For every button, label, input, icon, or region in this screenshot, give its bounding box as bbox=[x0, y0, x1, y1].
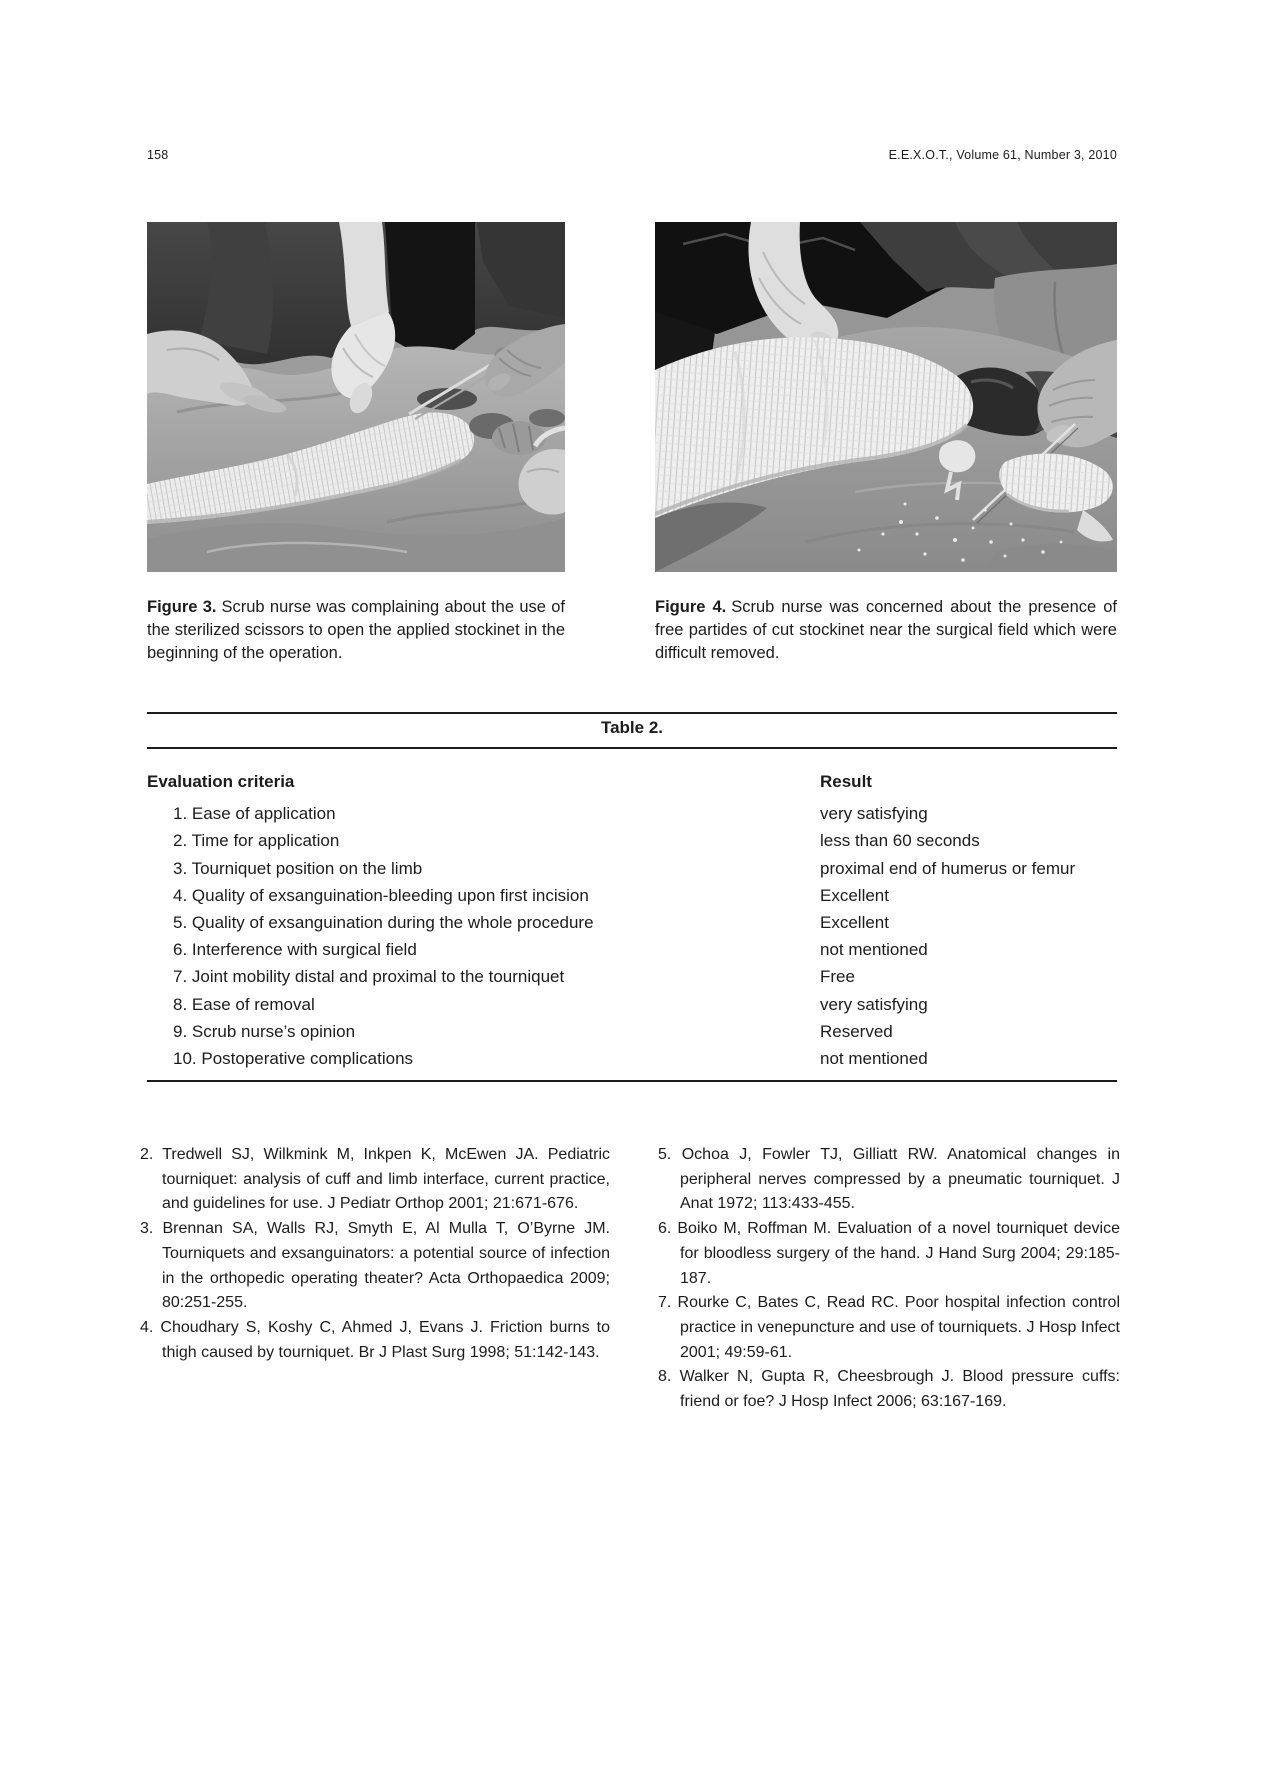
figure4-label: Figure 4. bbox=[655, 598, 727, 616]
result-cell: Excellent bbox=[820, 913, 889, 933]
result-cell: not mentioned bbox=[820, 1049, 928, 1069]
table-row bbox=[147, 936, 1117, 963]
page-header bbox=[147, 148, 1117, 162]
references-column-left bbox=[140, 1143, 610, 1365]
result-cell: less than 60 seconds bbox=[820, 831, 980, 851]
result-cell: very satisfying bbox=[820, 994, 928, 1014]
figure3-caption-text: Scrub nurse was complaining about the use of the sterilized scissors to open the applied stockinet in the beginning of the operation. bbox=[147, 598, 566, 662]
reference-item: 3. Brennan SA, Walls RJ, Smyth E, Al Mulla T, O’Byrne JM. Tourniquets and exsanguinators: a potential source of infection in the orthopedic operating theater? Acta Orthopaedica 2009; 80:251-255. bbox=[140, 1220, 610, 1312]
result-cell: Free bbox=[820, 967, 855, 987]
table-row bbox=[147, 882, 1117, 909]
table2 bbox=[147, 768, 1117, 1072]
criteria-cell: 6. Interference with surgical field bbox=[173, 940, 417, 960]
criteria-cell: 3. Tourniquet position on the limb bbox=[173, 858, 423, 878]
table-row bbox=[147, 1045, 1117, 1072]
criteria-cell: 1. Ease of application bbox=[173, 804, 336, 824]
criteria-cell: 4. Quality of exsanguination-bleeding upon first incision bbox=[173, 885, 589, 905]
reference-item: 5. Ochoa J, Fowler TJ, Gilliatt RW. Anatomical changes in peripheral nerves compressed by a pneumatic tourniquet. J Anat 1972; 113:433-455. bbox=[658, 1146, 1120, 1213]
criteria-cell: 9. Scrub nurse’s opinion bbox=[173, 1021, 356, 1041]
column-header-criteria: Evaluation criteria bbox=[147, 772, 295, 791]
result-cell: Reserved bbox=[820, 1021, 893, 1041]
page-number: 158 bbox=[147, 148, 169, 162]
criteria-cell: 5. Quality of exsanguination during the whole procedure bbox=[173, 913, 594, 933]
result-cell: Excellent bbox=[820, 885, 889, 905]
reference-item: 4. Choudhary S, Koshy C, Ahmed J, Evans J. Friction burns to thigh caused by tourniquet. Br J Plast Surg 1998; 51:142-143. bbox=[140, 1318, 610, 1361]
figures-row bbox=[147, 222, 1117, 572]
reference-item: 7. Rourke C, Bates C, Read RC. Poor hospital infection control practice in venepuncture and use of tourniquets. J Hosp Infect 2001; 49:59-61. bbox=[658, 1294, 1120, 1361]
figure4-caption-text: Scrub nurse was concerned about the presence of free partides of cut stockinet near the surgical field which were difficult removed. bbox=[655, 598, 1117, 662]
reference-item: 6. Boiko M, Roffman M. Evaluation of a novel tourniquet device for bloodless surgery of the hand. J Hand Surg 2004; 29:185-187. bbox=[658, 1220, 1120, 1287]
table-bottom-rule bbox=[147, 1080, 1117, 1082]
table-top-rule bbox=[147, 712, 1117, 714]
table-row bbox=[147, 991, 1117, 1018]
captions-row bbox=[147, 596, 1117, 665]
figure4-caption bbox=[655, 596, 1117, 665]
journal-reference: E.E.X.O.T., Volume 61, Number 3, 2010 bbox=[888, 148, 1117, 162]
figure4-photo bbox=[655, 222, 1117, 572]
figure3-label: Figure 3. bbox=[147, 598, 217, 616]
result-cell: very satisfying bbox=[820, 804, 928, 824]
result-cell: proximal end of humerus or femur bbox=[820, 858, 1076, 878]
table-row bbox=[147, 800, 1117, 827]
table-row bbox=[147, 963, 1117, 990]
column-header-result: Result bbox=[820, 772, 872, 791]
reference-item: 2. Tredwell SJ, Wilkmink M, Inkpen K, McEwen JA. Pediatric tourniquet: analysis of cuff and limb interface, current practice, and guidelines for use. J Pediatr Orthop 2001; 21:671-676. bbox=[140, 1146, 610, 1213]
table-row bbox=[147, 909, 1117, 936]
table-header-row bbox=[147, 768, 1117, 795]
criteria-cell: 2. Time for application bbox=[173, 831, 340, 851]
figure3-caption bbox=[147, 596, 565, 665]
figure3-photo bbox=[147, 222, 565, 572]
reference-item: 8. Walker N, Gupta R, Cheesbrough J. Blood pressure cuffs: friend or foe? J Hosp Infect 2006; 63:167-169. bbox=[658, 1368, 1120, 1411]
table-row bbox=[147, 855, 1117, 882]
table-row bbox=[147, 1018, 1117, 1045]
table-mid-rule bbox=[147, 747, 1117, 749]
criteria-cell: 10. Postoperative complications bbox=[173, 1049, 414, 1069]
result-cell: not mentioned bbox=[820, 940, 928, 960]
criteria-cell: 8. Ease of removal bbox=[173, 994, 315, 1014]
criteria-cell: 7. Joint mobility distal and proximal to the tourniquet bbox=[173, 967, 565, 987]
table-row bbox=[147, 827, 1117, 854]
table-title: Table 2. bbox=[600, 718, 664, 737]
references-column-right bbox=[658, 1143, 1120, 1415]
